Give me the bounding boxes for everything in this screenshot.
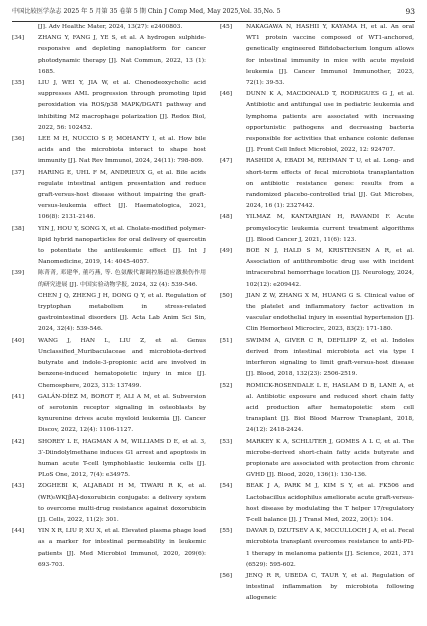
reference-text: DAVAR D, DZUTSEV A K, MCCULLOCH J A, et al. Fecal microbiota transplant overcomes resistance to anti-PD-1 therapy in melanoma patients [J]. Science, 2021, 371 (6529): 595-602.	[246, 528, 414, 568]
reference-text: CHEN J Q, ZHENG J H, DONG Q Y, et al. Regulation of tryptophan metabolism in stress-related gastrointestinal disorders [J]. Acta Lab Anim Sci Sin, 2024, 32(4): 539-546.	[38, 292, 206, 333]
reference-number: [52]	[220, 382, 233, 389]
reference-number: [55]	[220, 528, 233, 535]
reference-number: [54]	[220, 483, 233, 490]
reference-text: MARKEY K A, SCHLUTER J, GOMES A L C, et al. The microbe-derived short-chain fatty acids butyrate and propionate are associated with protection from chronic GVHD [J]. Blood, 2020, 136(1): 130-136.	[246, 438, 414, 479]
journal-header: 中国比较医学杂志 2025 年 5 月第 35 卷第 5 期 Chin J Comp Med, May 2025,Vol. 35,No. 5	[12, 8, 281, 15]
reference-text: [J]. Adv Healthc Mater, 2024, 13(27): e2400803.	[38, 24, 183, 30]
reference-text: 陈菁菁, 邓建华, 董巧燕, 等. 色氨酸代谢调控肠道应激损伤作用的研究进展 [J]. 中国实验动物学报, 2024, 32 (4): 539-546.	[38, 270, 206, 288]
reference-entry	[220, 437, 414, 482]
reference-number: [36]	[12, 136, 25, 143]
reference-text: ZOGHEBI K, ALJABADI H M, TIWARI R K, et al. (WR)₅WK[βA]-doxorubicin conjugate: a delivery system to overcome multi-drug resistance against doxorubicin [J]. Cells, 2022, 11(2): 301.	[38, 483, 206, 523]
reference-text: BEAK J A, PARK M J, KIM S Y, et al. FK506 and Lactobacillus acidophilus ameliorate acute graft-versus-host disease by modulating the T helper 17/regulatory T-cell balance [J]. J Transl Med, 2022, 20(1): 104.	[246, 483, 414, 523]
reference-number: [34]	[12, 35, 25, 42]
reference-text: GALÁN-DÍEZ M, BOROT F, ALI A M, et al. Subversion of serotonin receptor signaling in osteoblasts by kynurenine drives acute myeloid leukemia [J]. Cancer Discov, 2022, 12(4): 1106-1127.	[38, 393, 206, 434]
reference-text: JIAN Z W, ZHANG X M, HUANG G S. Clinical value of the platelet and inflammatory factor activation in vascular endothelial injury in essential hypertension [J]. Clin Hemorheol Microcirc, 2023, 83(2): 171-180.	[246, 292, 414, 333]
reference-number: [44]	[12, 528, 25, 535]
reference-entry	[12, 526, 206, 571]
reference-entry	[12, 78, 206, 134]
reference-number: [51]	[220, 337, 233, 344]
reference-number: [46]	[220, 91, 233, 98]
reference-text: YIN X R, LIU P, XU X, et al. Elevated plasma phage load as a marker for intestinal permeability in leukemic patients [J]. Med Microbiol Immunol, 2020, 209(6): 693-703.	[38, 528, 206, 568]
reference-text: DUNN K A, MACDONALD T, RODRIGUES G J, et al. Antibiotic and antifungal use in pediatric leukemia and lymphoma patients are associated with increasing opportunistic pathogens and decreasing bacteria responsible for activities that enhance colonic defense [J]. Front Cell Infect Microbiol, 2022, 12: 924707.	[246, 91, 414, 154]
reference-entry	[12, 392, 206, 437]
reference-number: [43]	[12, 483, 25, 490]
reference-number: [49]	[220, 248, 233, 255]
reference-entry	[220, 246, 414, 291]
reference-text: SWIMM A, GIVER C R, DEFILIPP Z, et al. Indoles derived from intestinal microbiota act via type I interferon signaling to limit graft-versus-host disease [J]. Blood, 2018, 132(23): 2506-2519.	[246, 337, 414, 378]
reference-text: SHOREY L E, HAGMAN A M, WILLIAMS D E, et al. 3, 3′-Diindolylmethane induces G1 arrest and apoptosis in human acute T-cell lymphoblastic leukemia cells [J]. PLoS One, 2012, 7(4): e34975.	[38, 438, 206, 479]
page-number: 93	[405, 7, 415, 16]
reference-text: WANG J, HAN L, LIU Z, et al. Genus Unclassified_Muribaculaceae and microbiota-derived butyrate and indole-3-propionic acid are involved in benzene-induced hematopoietic injury in mice [J]. Chemosphere, 2023, 313: 137499.	[38, 337, 206, 389]
reference-text: LEE M H, NUCCIO S P, MOHANTY I, et al. How bile acids and the microbiota interact to shape host immunity [J]. Nat Rev Immunol, 2024, 24(11): 798-809.	[38, 136, 206, 165]
reference-entry	[12, 437, 206, 482]
reference-column-left	[12, 22, 206, 571]
reference-entry	[220, 381, 414, 437]
reference-text: BOE N J, HALD S M, KRISTENSEN A R, et al. Association of antithrombotic drug use with incident intracerebral hemorrhage location [J]. Neurology, 2024, 102(12): e209442.	[246, 248, 414, 288]
reference-number: [45]	[220, 24, 233, 30]
reference-entry	[12, 291, 206, 336]
reference-entry	[220, 336, 414, 381]
reference-number: [47]	[220, 158, 233, 165]
reference-entry	[12, 481, 206, 526]
reference-column-right	[220, 22, 414, 605]
reference-entry	[12, 134, 206, 168]
reference-number: [38]	[12, 225, 25, 232]
reference-number: [48]	[220, 214, 233, 221]
reference-entry	[12, 336, 206, 392]
reference-entry	[12, 22, 206, 33]
reference-number: [42]	[12, 438, 25, 445]
reference-entry	[12, 33, 206, 78]
reference-text: HARING E, UHL F M, ANDRIEUX G, et al. Bile acids regulate intestinal antigen presentation and reduce graft-versus-host disease without impairing the graft-versus-leukemia effect [J]. Haematologica, 2021, 106(8): 2131-2146.	[38, 169, 206, 221]
reference-text: ZHANG Y, FANG J, YE S, et al. A hydrogen sulphide-responsive and depleting nanoplatform for cancer photodynamic therapy [J]. Nat Commun, 2022, 13 (1): 1685.	[38, 35, 206, 75]
reference-entry	[12, 168, 206, 224]
reference-number: [35]	[12, 80, 25, 87]
reference-entry	[220, 291, 414, 336]
reference-text: NAKAGAWA N, HASHII Y, KAYAMA H, et al. An oral WT1 protein vaccine composed of WT1-anchored, genetically engineered Bifidobacterium longum allows for intestinal immunity in mice with acute myeloid leukemia [J]. Cancer Immunol Immunother, 2023, 72(1): 39-53.	[246, 24, 414, 87]
reference-number: [53]	[220, 438, 233, 445]
reference-number: [56]	[220, 572, 233, 579]
reference-entry	[220, 481, 414, 526]
reference-entry	[12, 224, 206, 269]
reference-entry	[12, 268, 206, 290]
reference-number: [37]	[12, 169, 25, 176]
reference-text: ROMICK-ROSENDALE L E, HASLAM D B, LANE A, et al. Antibiotic exposure and reduced short chain fatty acid production after hematopoietic stem cell transplant [J]. Biol Blood Marrow Transplant, 2018, 24(12): 2418-2424.	[246, 382, 414, 434]
reference-number: [40]	[12, 337, 25, 344]
reference-number: [50]	[220, 292, 233, 299]
reference-number: [39]	[12, 270, 25, 277]
reference-entry	[220, 156, 414, 212]
reference-text: YIN J, HOU Y, SONG X, et al. Cholate-modified polymer-lipid hybrid nanoparticles for oral delivery of quercetin to potentiate the antileukemic effect [J]. Int J Nanomedicine, 2019, 14: 4045-4057.	[38, 225, 206, 266]
running-header	[12, 4, 415, 20]
reference-number: [41]	[12, 393, 25, 400]
reference-text: RASHIDI A, EBADI M, REHMAN T U, et al. Long- and short-term effects of fecal microbiota transplantation on antibiotic resistance genes: results from a randomized placebo-controlled trial [J]. Gut Microbes, 2024, 16 (1): 2327442.	[246, 158, 414, 210]
reference-entry	[220, 89, 414, 156]
reference-entry	[220, 571, 414, 605]
reference-entry	[220, 526, 414, 571]
reference-entry	[220, 212, 414, 246]
reference-text: YILMAZ M, KANTARJIAN H, RAVANDI F. Acute promyelocytic leukemia current treatment algorithms [J]. Blood Cancer J, 2021, 11(6): 123.	[246, 214, 414, 243]
reference-entry	[220, 22, 414, 89]
reference-text: JENQ R R, UBEDA C, TAUR Y, et al. Regulation of intestinal inflammation by microbiota following allogeneic	[246, 572, 414, 602]
reference-text: LIU J, WEI Y, JIA W, et al. Chenodeoxycholic acid suppresses AML progression through promoting lipid peroxidation via ROS/p38 MAPK/DGAT1 pathway and inhibiting M2 macrophage polarization [J]. Redox Biol, 2022, 56: 102452.	[38, 80, 206, 131]
